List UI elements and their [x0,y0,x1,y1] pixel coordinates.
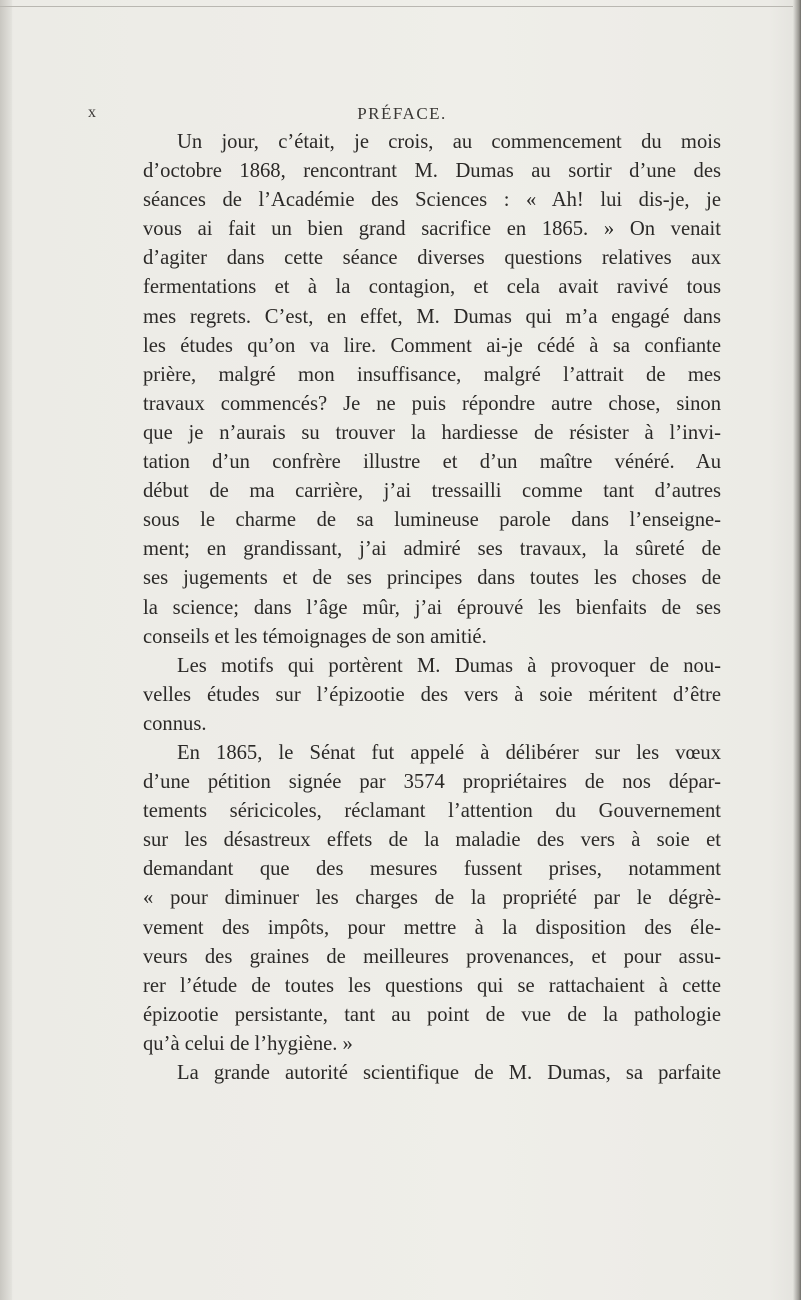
text-line: rer l’étude de toutes les questions qui se rattachaient à cette [143,974,721,997]
text-line: Un jour, c’était, je crois, au commencement du mois [177,131,721,153]
text-line: Les motifs qui portèrent M. Dumas à provoquer de nou- [177,654,721,677]
text-line: ment; en grandissant, j’ai admiré ses travaux, la sûreté de [143,538,721,561]
text-line: épizootie persistante, tant au point de vue de la pathologie [143,1003,721,1026]
page-right-edge [793,0,801,1300]
text-line: début de ma carrière, j’ai tressailli comme tant d’autres [143,480,721,503]
text-line: prière, malgré mon insuffisance, malgré l’attrait de mes [143,363,721,386]
page-header [88,104,716,128]
text-line: connus. [143,712,207,735]
text-line: vement des impôts, pour mettre à la disposition des éle- [143,916,721,939]
text-line: sous le charme de sa lumineuse parole dans l’enseigne- [143,509,721,532]
text-line: mes regrets. C’est, en effet, M. Dumas qui m’a engagé dans [143,305,721,328]
text-line: la science; dans l’âge mûr, j’ai éprouvé les bienfaits de ses [143,596,721,619]
text-line: demandant que des mesures fussent prises, notamment [143,858,721,881]
text-line: travaux commencés? Je ne puis répondre autre chose, sinon [143,392,721,415]
page-binding-edge [0,0,12,1300]
text-line: fermentations et à la contagion, et cela avait ravivé tous [143,276,721,299]
text-line: « pour diminuer les charges de la propriété par le dégrè- [143,887,721,910]
text-line: d’une pétition signée par 3574 propriétaires de nos dépar- [143,771,721,794]
text-line: ses jugements et de ses principes dans toutes les choses de [143,567,721,590]
text-line: tation d’un confrère illustre et d’un maître vénéré. Au [143,451,721,474]
text-line: veurs des graines de meilleures provenances, et pour assu- [143,945,721,968]
body-text [143,128,721,1088]
text-line: que je n’aurais su trouver la hardiesse de résister à l’invi- [143,421,721,444]
text-line: séances de l’Académie des Sciences : « Ah! lui dis-je, je [143,189,721,212]
text-line: les études qu’on va lire. Comment ai-je cédé à sa confiante [143,334,721,357]
page-top-edge [0,6,801,7]
text-line: tements séricicoles, réclamant l’attention du Gouvernement [143,800,721,823]
text-line: En 1865, le Sénat fut appelé à délibérer sur les vœux [177,741,721,764]
text-line: sur les désastreux effets de la maladie des vers à soie et [143,829,721,852]
running-head: PRÉFACE. [357,104,447,123]
page-number: x [88,104,97,121]
text-line: La grande autorité scientifique de M. Dumas, sa parfaite [177,1062,721,1084]
text-line: velles études sur l’épizootie des vers à soie méritent d’être [143,683,721,706]
text-line: d’octobre 1868, rencontrant M. Dumas au sortir d’une des [143,160,721,183]
text-line: conseils et les témoignages de son amitié. [143,625,487,648]
text-line: d’agiter dans cette séance diverses questions relatives aux [143,247,721,270]
text-line: qu’à celui de l’hygiène. » [143,1032,353,1055]
text-line: vous ai fait un bien grand sacrifice en 1865. » On venait [143,218,721,241]
